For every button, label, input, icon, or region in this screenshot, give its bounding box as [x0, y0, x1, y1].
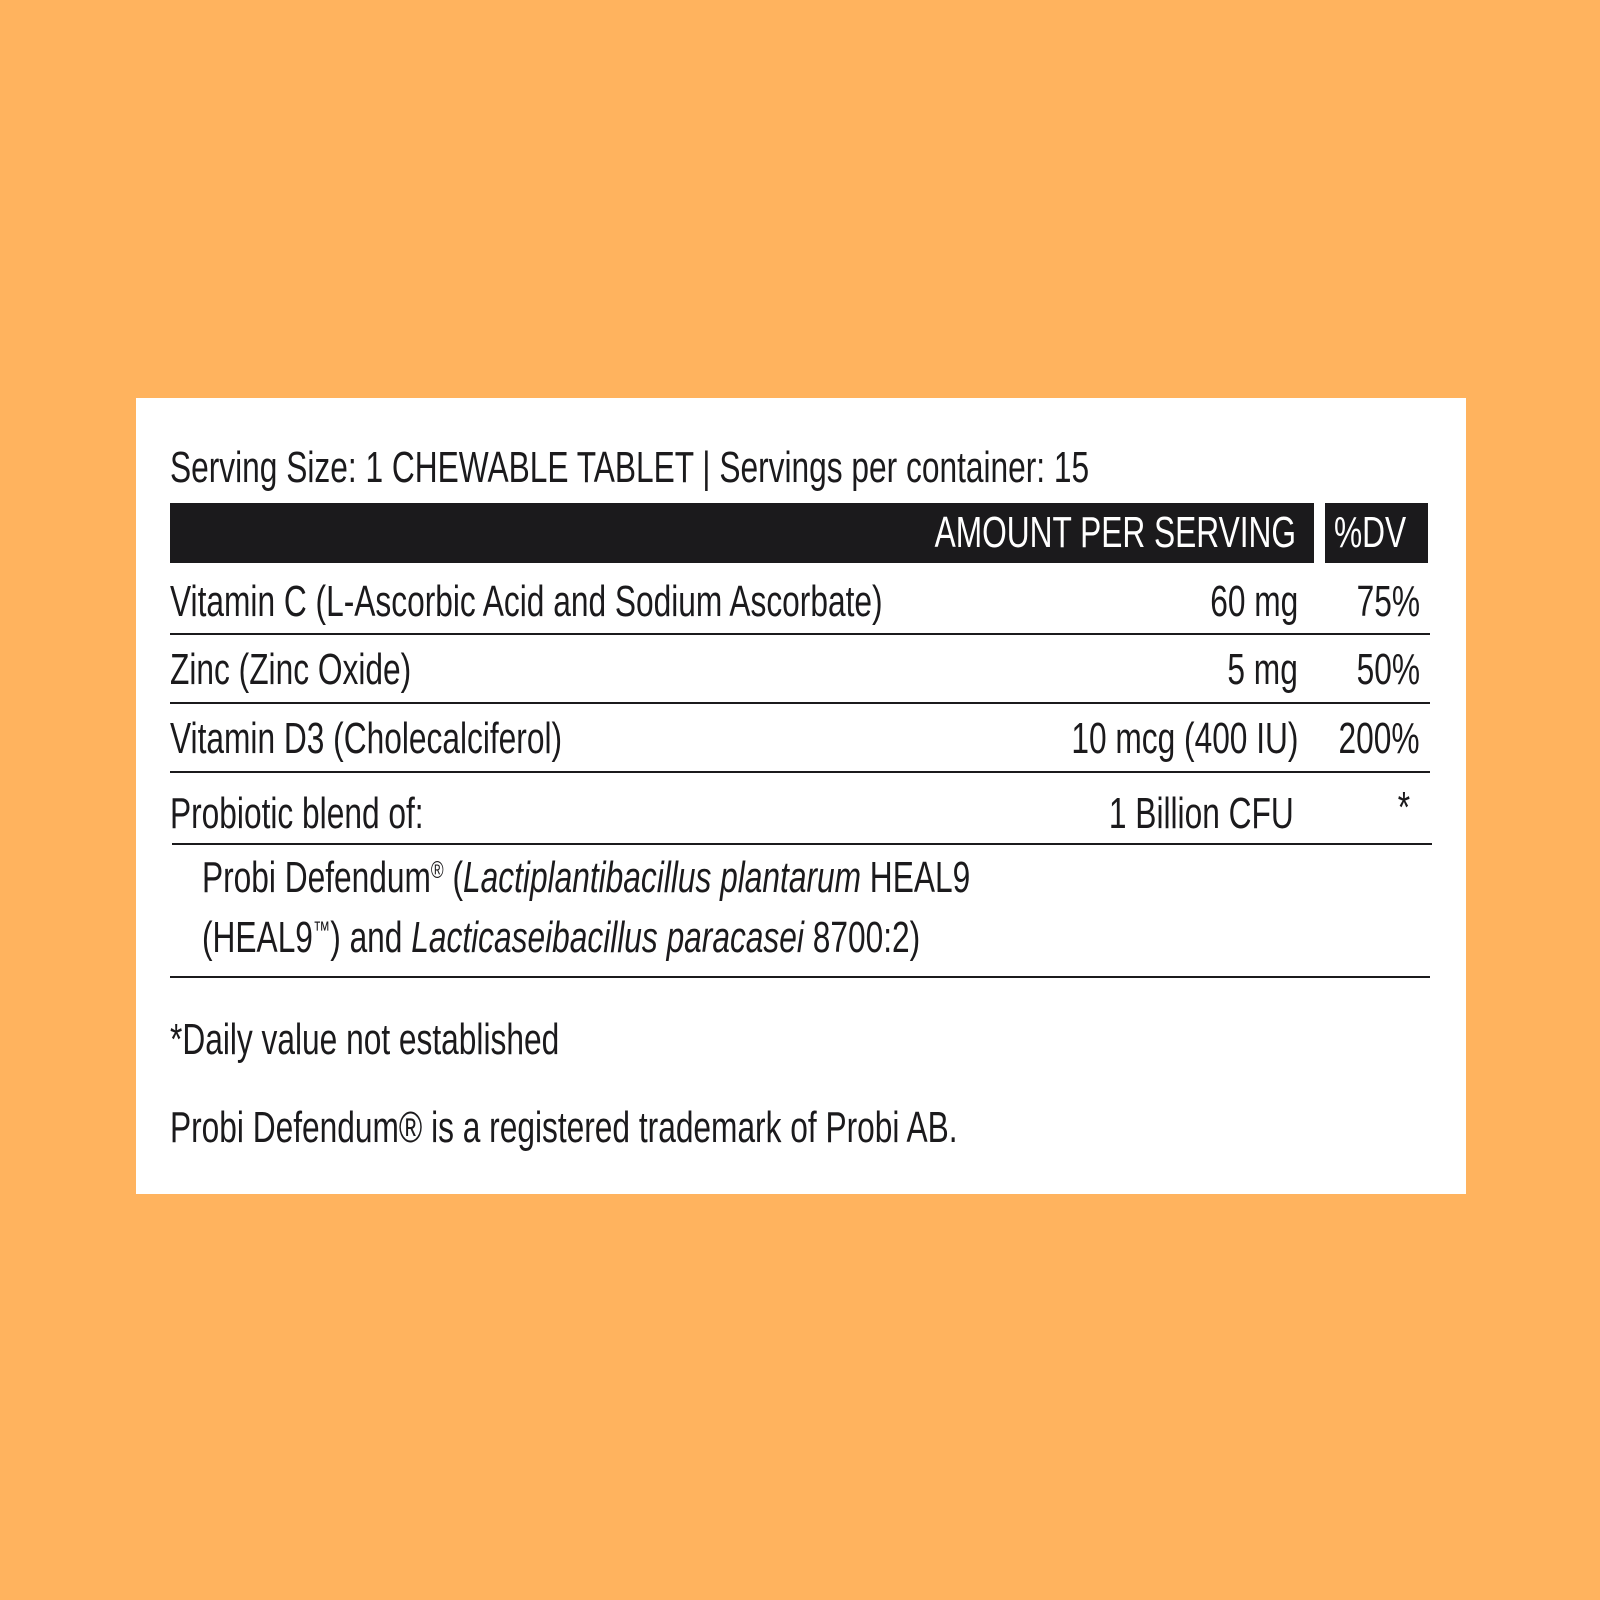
brand-name: Probi Defendum: [202, 853, 431, 902]
row-divider: [170, 633, 1430, 635]
nutrient-amount: 5 mg: [1227, 645, 1298, 694]
amount-header-bar: [170, 503, 1314, 563]
registered-mark: ®: [430, 857, 444, 884]
nutrient-amount: 1 Billion CFU: [1109, 789, 1294, 838]
nutrient-name: Vitamin D3 (Cholecalciferol): [170, 714, 563, 763]
nutrient-name: Zinc (Zinc Oxide): [170, 645, 412, 694]
table-bottom-rule: [170, 976, 1430, 978]
row-divider: [170, 702, 1430, 704]
nutrient-name: Vitamin C (L-Ascorbic Acid and Sodium Ascorbate): [170, 577, 883, 626]
nutrient-amount: 10 mcg (400 IU): [1070, 714, 1298, 763]
strain-2-code: 8700:2): [812, 913, 921, 962]
probiotic-blend-line-2: [202, 908, 920, 968]
dv-header: %DV: [1334, 508, 1407, 557]
supplement-facts-panel: [136, 398, 1466, 1194]
row-divider: [172, 843, 1432, 845]
amount-per-serving-header: AMOUNT PER SERVING: [934, 508, 1296, 557]
tm-mark: ™: [312, 917, 331, 944]
nutrient-dv: *: [1397, 783, 1410, 832]
strain-1-trademark: (HEAL9: [202, 913, 313, 962]
strain-1-name: Lactiplantibacillus plantarum: [463, 853, 862, 902]
open-paren: (: [452, 853, 464, 902]
nutrient-dv: 50%: [1356, 645, 1420, 694]
row-divider: [170, 771, 1430, 773]
nutrient-amount: 60 mg: [1209, 577, 1298, 626]
nutrient-dv: 75%: [1356, 577, 1420, 626]
nutrient-dv: 200%: [1338, 714, 1420, 763]
strain-1-code: HEAL9: [869, 853, 971, 902]
daily-value-footnote: *Daily value not established: [170, 1015, 560, 1064]
conjunction: ) and: [330, 913, 403, 962]
strain-2-name: Lacticaseibacillus paracasei: [411, 913, 804, 962]
serving-size-line: Serving Size: 1 CHEWABLE TABLET | Servings per container: 15: [170, 443, 1090, 492]
trademark-note: Probi Defendum® is a registered trademark of Probi AB.: [170, 1103, 958, 1152]
nutrient-name: Probiotic blend of:: [170, 789, 424, 838]
dv-header-bar: [1325, 503, 1428, 563]
probiotic-blend-line-1: [202, 848, 970, 908]
